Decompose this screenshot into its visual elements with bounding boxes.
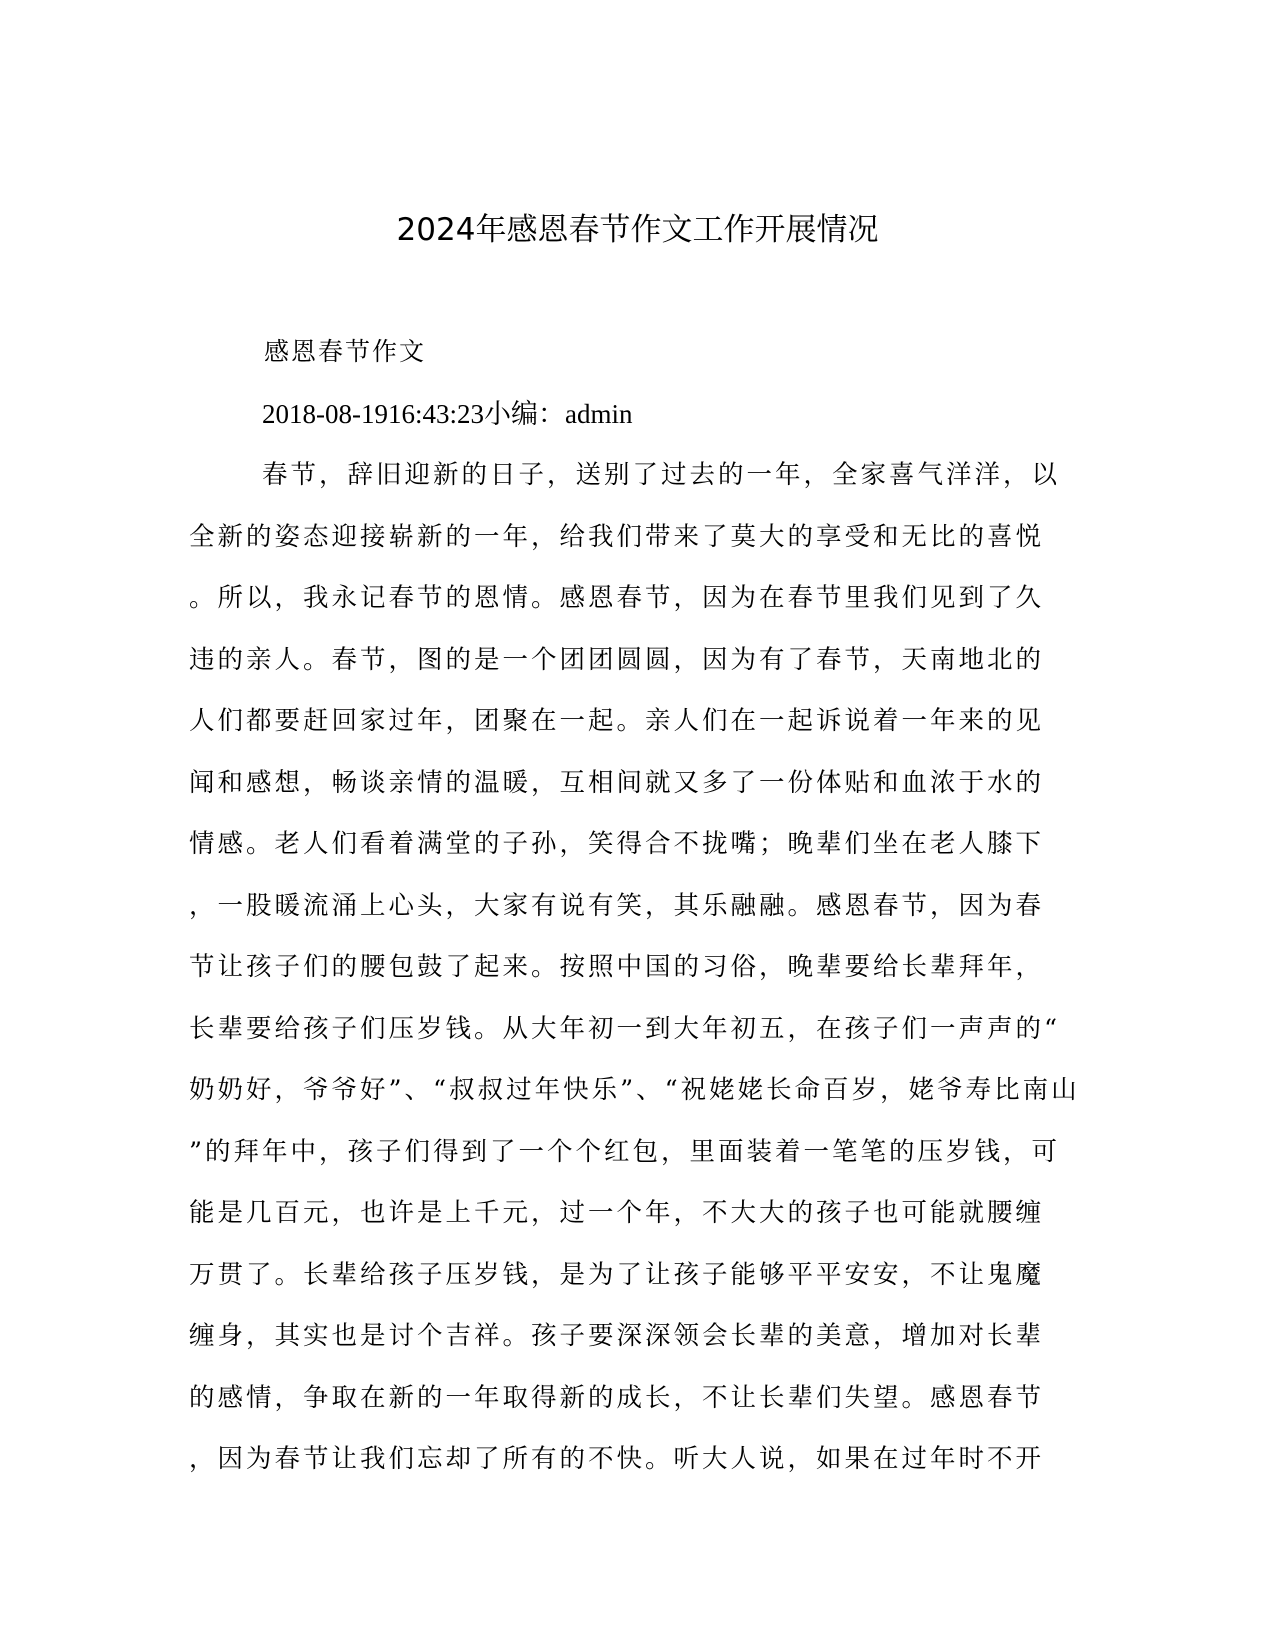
body-line: 全新的姿态迎接崭新的一年，给我们带来了莫大的享受和无比的喜悦 (189, 521, 1045, 552)
body-line: 万贯了。长辈给孩子压岁钱，是为了让孩子能够平平安安，不让鬼魔 (189, 1259, 1045, 1290)
document-body (189, 455, 1079, 1501)
body-line: 长辈要给孩子们压岁钱。从大年初一到大年初五，在孩子们一声声的“ (189, 1013, 1061, 1044)
body-line: 闻和感想，畅谈亲情的温暖，互相间就又多了一份体贴和血浓于水的 (189, 767, 1045, 798)
document-title: 2024年感恩春节作文工作开展情况 (396, 212, 879, 248)
body-line: ，一股暖流涌上心头，大家有说有笑，其乐融融。感恩春节，因为春 (189, 890, 1045, 921)
body-line: 违的亲人。春节，图的是一个团团圆圆，因为有了春节，天南地北的 (189, 644, 1045, 675)
body-line: 能是几百元，也许是上千元，过一个年，不大大的孩子也可能就腰缠 (189, 1198, 1045, 1228)
document-meta: 2018-08-1916:43:23小编：admin (262, 399, 633, 429)
body-line: 的感情，争取在新的一年取得新的成长，不让长辈们失望。感恩春节 (189, 1382, 1045, 1413)
body-line: ”的拜年中，孩子们得到了一个个红包，里面装着一笔笔的压岁钱，可 (189, 1136, 1061, 1167)
body-line: 情感。老人们看着满堂的子孙，笑得合不拢嘴；晚辈们坐在老人膝下 (189, 829, 1045, 859)
body-line: 。所以，我永记春节的恩情。感恩春节，因为在春节里我们见到了久 (189, 583, 1045, 613)
body-line: 缠身，其实也是讨个吉祥。孩子要深深领会长辈的美意，增加对长辈 (189, 1321, 1045, 1351)
body-line: ，因为春节让我们忘却了所有的不快。听大人说，如果在过年时不开 (189, 1444, 1045, 1474)
body-line: 节让孩子们的腰包鼓了起来。按照中国的习俗，晚辈要给长辈拜年， (189, 952, 1045, 982)
document-subtitle: 感恩春节作文 (264, 337, 427, 366)
body-line: 春节，辞旧迎新的日子，送别了过去的一年，全家喜气洋洋，以 (262, 460, 1061, 490)
body-line: 人们都要赶回家过年，团聚在一起。亲人们在一起诉说着一年来的见 (189, 706, 1045, 736)
body-line: 奶奶好，爷爷好”、“叔叔过年快乐”、“祝姥姥长命百岁，姥爷寿比南山 (189, 1075, 1080, 1105)
